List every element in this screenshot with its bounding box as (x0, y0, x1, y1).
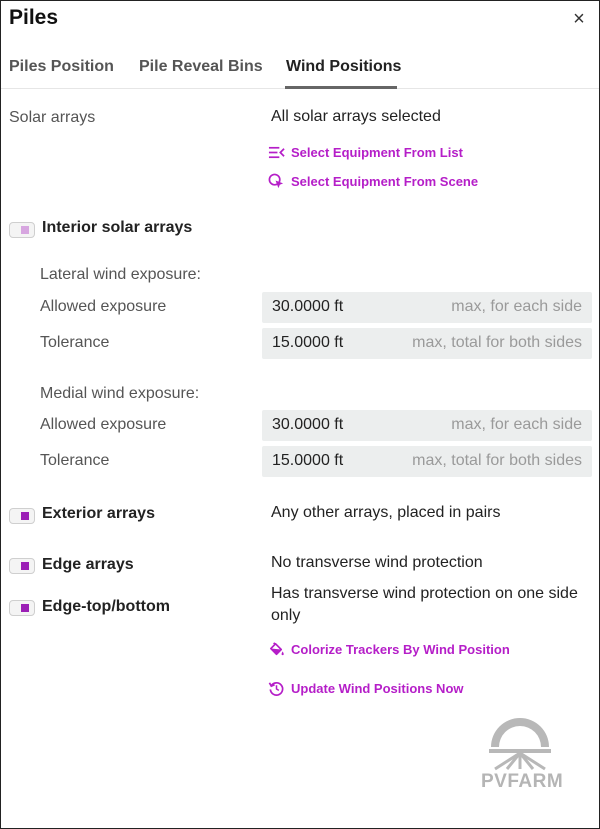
paint-bucket-icon (268, 641, 285, 658)
update-wind-positions-label: Update Wind Positions Now (291, 681, 464, 696)
select-from-list-link[interactable] (268, 144, 463, 161)
exterior-arrays-toggle[interactable] (9, 508, 35, 524)
edge-top-bottom-color-swatch (21, 604, 29, 612)
select-from-scene-link[interactable] (268, 173, 478, 190)
colorize-trackers-label: Colorize Trackers By Wind Position (291, 642, 510, 657)
lateral-tolerance-hint: max, total for both sides (412, 334, 582, 351)
tab-pile-reveal-bins[interactable]: Pile Reveal Bins (139, 58, 263, 75)
medial-tolerance-label: Tolerance (40, 452, 110, 469)
select-from-list-label: Select Equipment From List (291, 145, 463, 160)
pvfarm-logo-icon (485, 709, 555, 771)
lateral-allowed-value: 30.0000 ft (272, 298, 344, 315)
interior-arrays-toggle[interactable] (9, 222, 35, 238)
exterior-color-swatch (21, 512, 29, 520)
pvfarm-logo-text: PVFARM (481, 771, 564, 792)
medial-allowed-label: Allowed exposure (40, 416, 167, 433)
lateral-tolerance-input[interactable] (262, 328, 592, 359)
medial-allowed-hint: max, for each side (451, 416, 582, 433)
lateral-allowed-hint: max, for each side (451, 298, 582, 315)
panel-title: Piles (9, 6, 59, 29)
medial-allowed-value: 30.0000 ft (272, 416, 344, 433)
interior-color-swatch (21, 226, 29, 234)
active-tab-indicator (285, 86, 397, 89)
edge-top-bottom-description-line2: only (271, 607, 301, 624)
colorize-trackers-button[interactable] (268, 641, 510, 658)
medial-tolerance-value: 15.0000 ft (272, 452, 344, 469)
edge-arrays-toggle[interactable] (9, 558, 35, 574)
lateral-tolerance-label: Tolerance (40, 334, 110, 351)
select-from-scene-label: Select Equipment From Scene (291, 174, 479, 189)
close-icon[interactable]: × (573, 8, 585, 30)
list-select-icon (268, 144, 285, 161)
medial-heading: Medial wind exposure: (40, 385, 200, 402)
scene-select-icon (268, 173, 285, 190)
tab-piles-position[interactable]: Piles Position (9, 58, 114, 75)
lateral-allowed-label: Allowed exposure (40, 298, 167, 315)
medial-allowed-input[interactable] (262, 410, 592, 441)
medial-tolerance-hint: max, total for both sides (412, 452, 582, 469)
lateral-allowed-input[interactable] (262, 292, 592, 323)
edge-arrays-description: No transverse wind protection (271, 554, 483, 571)
exterior-arrays-description: Any other arrays, placed in pairs (271, 504, 501, 521)
edge-arrays-label: Edge arrays (42, 556, 134, 573)
medial-tolerance-input[interactable] (262, 446, 592, 477)
solar-arrays-value: All solar arrays selected (271, 108, 441, 125)
edge-top-bottom-description-line1: Has transverse wind protection on one side (271, 585, 578, 602)
edge-color-swatch (21, 562, 29, 570)
tab-wind-positions[interactable]: Wind Positions (286, 58, 402, 75)
edge-top-bottom-label: Edge-top/bottom (42, 598, 170, 615)
lateral-tolerance-value: 15.0000 ft (272, 334, 344, 351)
solar-arrays-label: Solar arrays (9, 109, 96, 126)
refresh-history-icon (268, 680, 285, 697)
edge-top-bottom-toggle[interactable] (9, 600, 35, 616)
interior-arrays-label: Interior solar arrays (42, 219, 193, 236)
lateral-heading: Lateral wind exposure: (40, 266, 201, 283)
exterior-arrays-label: Exterior arrays (42, 505, 155, 522)
update-wind-positions-button[interactable] (268, 680, 464, 697)
